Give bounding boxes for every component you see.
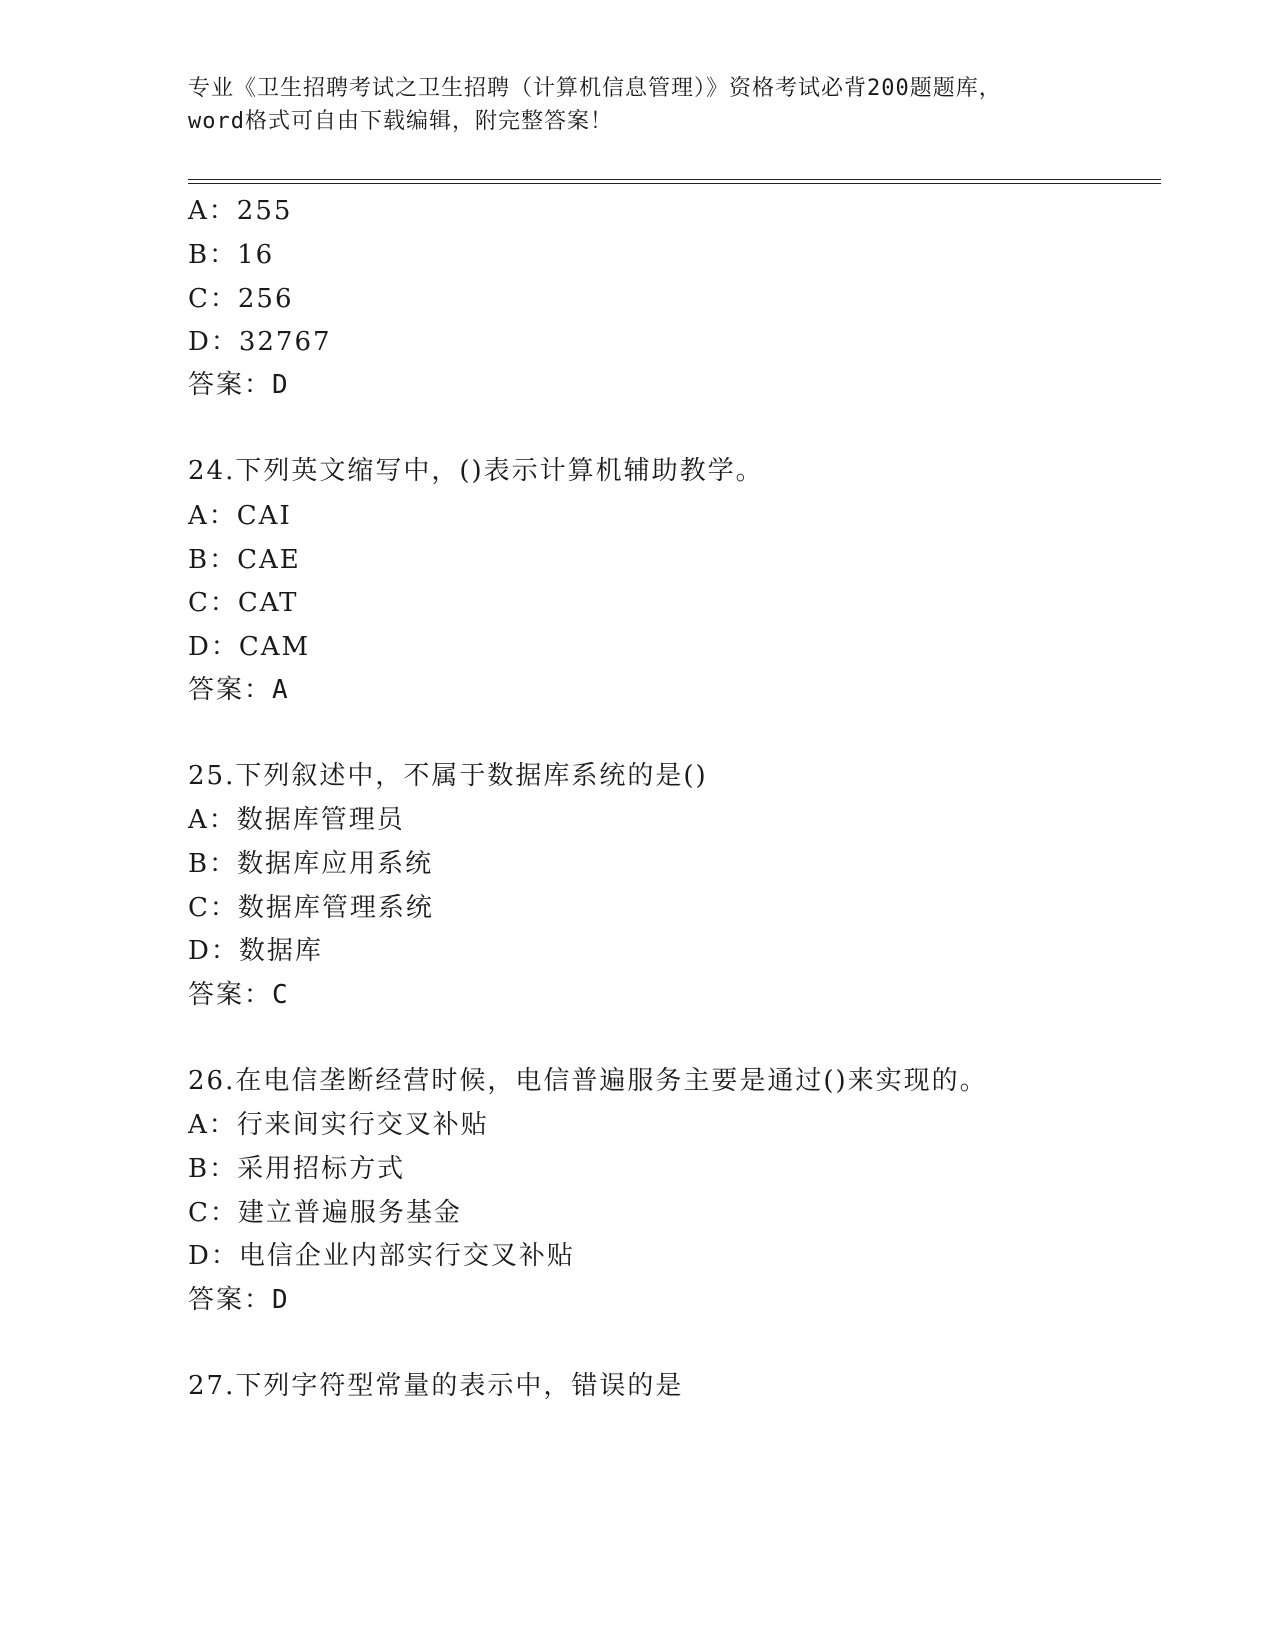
option-c: C：CAT (188, 588, 299, 618)
option-c: C：256 (188, 284, 294, 314)
option-b: B：16 (188, 240, 275, 270)
question-27: 27.下列字符型常量的表示中，错误的是 (188, 1371, 684, 1401)
option-c: C：数据库管理系统 (188, 893, 434, 923)
option-b: B：数据库应用系统 (188, 849, 434, 879)
option-a: A：255 (188, 196, 293, 226)
answer-line: 答案：D (188, 1285, 290, 1315)
option-d: D：数据库 (188, 936, 323, 966)
question-25: 25.下列叙述中，不属于数据库系统的是() (188, 761, 708, 791)
document-header (188, 72, 1088, 138)
answer-line: 答案：D (188, 370, 290, 400)
answer-line: 答案：C (188, 980, 290, 1010)
question-26: 26.在电信垄断经营时候，电信普遍服务主要是通过()来实现的。 (188, 1066, 988, 1096)
option-b: B：CAE (188, 545, 301, 575)
header-line-1: 专业《卫生招聘考试之卫生招聘（计算机信息管理）》资格考试必背200题题库， (188, 76, 1002, 101)
question-24: 24.下列英文缩写中，()表示计算机辅助教学。 (188, 456, 764, 486)
option-a: A：CAI (188, 501, 292, 531)
header-divider-bottom (188, 183, 1161, 184)
option-d: D：32767 (188, 327, 332, 357)
header-line-2: word格式可自由下载编辑，附完整答案！ (188, 109, 613, 134)
option-d: D：电信企业内部实行交叉补贴 (188, 1241, 575, 1271)
answer-line: 答案：A (188, 675, 290, 705)
option-b: B：采用招标方式 (188, 1154, 406, 1184)
option-c: C：建立普遍服务基金 (188, 1198, 462, 1228)
option-d: D：CAM (188, 632, 311, 662)
option-a: A：行来间实行交叉补贴 (188, 1110, 489, 1140)
option-a: A：数据库管理员 (188, 805, 405, 835)
header-divider-top (188, 179, 1161, 180)
